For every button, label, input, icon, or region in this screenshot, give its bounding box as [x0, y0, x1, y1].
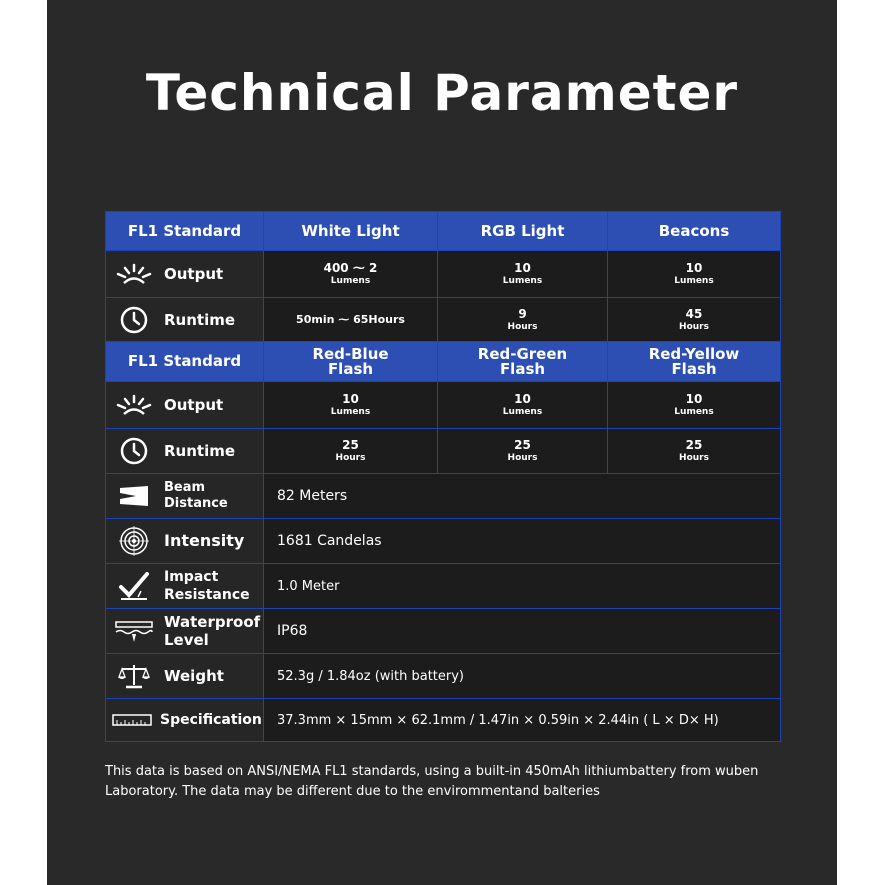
- table-row: [106, 298, 781, 342]
- distance-label: Distance: [164, 496, 228, 511]
- waterproof-label: Waterproof: [164, 613, 261, 631]
- table-row: [106, 251, 781, 298]
- table-row: [106, 564, 781, 609]
- clock-icon: [114, 437, 154, 465]
- runtime-beacons-unit: Hours: [679, 321, 709, 332]
- table-row: [106, 519, 781, 564]
- header-red-yellow-flash: Flash: [671, 359, 717, 378]
- table-row: [106, 654, 781, 699]
- impact-resistance-value: 1.0 Meter: [264, 564, 781, 609]
- target-icon: [114, 527, 154, 555]
- impact-icon: [114, 572, 154, 600]
- runtime-rgb-value: 9: [518, 306, 527, 321]
- runtime-red-yellow-unit: Hours: [679, 453, 709, 463]
- output-white-value: 400 ⁓ 2: [323, 261, 378, 275]
- runtime-red-blue-unit: Hours: [335, 453, 366, 463]
- output-white-unit: Lumens: [330, 276, 371, 286]
- scale-icon: [114, 662, 154, 690]
- beam-label: Beam: [164, 480, 206, 495]
- table-row: [106, 474, 781, 519]
- runtime-beacons-value: 45: [685, 306, 703, 321]
- waterproof-icon: [114, 617, 154, 645]
- output-red-yellow-unit: Lumens: [674, 407, 714, 417]
- header-rgb-light: RGB Light: [438, 212, 608, 251]
- table-row: [106, 382, 781, 429]
- runtime-label: Runtime: [164, 310, 236, 329]
- table-row: [106, 699, 781, 742]
- output-label-2: Output: [164, 396, 224, 414]
- header-red-blue-flash: Flash: [327, 359, 374, 378]
- output-beacons-unit: Lumens: [674, 276, 714, 286]
- output-red-green-unit: Lumens: [502, 407, 543, 417]
- runtime-red-blue-value: 25: [342, 438, 359, 452]
- header-standard: FL1 Standard: [106, 212, 264, 251]
- header-beacons: Beacons: [608, 212, 781, 251]
- ruler-icon: [112, 706, 152, 734]
- output-label: Output: [164, 265, 224, 283]
- output-rgb-unit: Lumens: [502, 276, 543, 286]
- output-red-blue-value: 10: [342, 392, 359, 406]
- weight-label: Weight: [164, 667, 224, 685]
- sunburst-icon: [114, 260, 154, 288]
- impact-label: Impact: [164, 569, 219, 585]
- clock-icon: [114, 306, 154, 334]
- specification-value: 37.3mm × 15mm × 62.1mm / 1.47in × 0.59in × 2.44in ( L × D× H): [264, 699, 781, 742]
- runtime-red-green-value: 25: [514, 438, 531, 452]
- header-red-yellow: Red-Yellow: [648, 344, 740, 363]
- runtime-red-green-unit: Hours: [507, 453, 538, 463]
- header-standard-2: FL1 Standard: [106, 342, 264, 382]
- table-row: [106, 609, 781, 654]
- output-red-yellow-value: 10: [685, 392, 703, 406]
- header-red-green: Red-Green: [477, 344, 568, 363]
- header-red-green-flash: Flash: [499, 359, 546, 378]
- runtime-white-value: 50min ⁓ 65Hours: [296, 312, 405, 326]
- spec-table: [105, 211, 781, 742]
- waterproof-value: IP68: [264, 609, 781, 654]
- table-header-row: [106, 342, 781, 382]
- intensity-value: 1681 Candelas: [264, 519, 781, 564]
- runtime-red-yellow-value: 25: [685, 438, 703, 452]
- runtime-label-2: Runtime: [164, 442, 236, 460]
- output-red-green-value: 10: [514, 392, 531, 406]
- weight-value: 52.3g / 1.84oz (with battery): [264, 654, 781, 699]
- sunburst-icon: [114, 391, 154, 419]
- beam-icon: [114, 482, 154, 510]
- page-title: Technical Parameter: [145, 64, 739, 122]
- resistance-label: Resistance: [164, 587, 250, 603]
- header-red-blue: Red-Blue: [312, 344, 389, 363]
- table-header-row: [106, 212, 781, 251]
- header-white-light: White Light: [264, 212, 438, 251]
- spec-panel: [47, 0, 837, 885]
- footnote: This data is based on ANSI/NEMA FL1 standards, using a built-in 450mAh lithiumbattery from wuben Laboratory. The data may be different due to the envirommentand balteries: [105, 764, 759, 799]
- table-row: [106, 429, 781, 474]
- level-label: Level: [164, 631, 209, 649]
- output-beacons-value: 10: [685, 261, 703, 275]
- output-red-blue-unit: Lumens: [330, 407, 371, 417]
- beam-distance-value: 82 Meters: [264, 474, 781, 519]
- output-rgb-value: 10: [514, 261, 531, 275]
- specification-label: Specification: [160, 712, 262, 728]
- runtime-rgb-unit: Hours: [507, 321, 538, 332]
- intensity-label: Intensity: [164, 531, 245, 550]
